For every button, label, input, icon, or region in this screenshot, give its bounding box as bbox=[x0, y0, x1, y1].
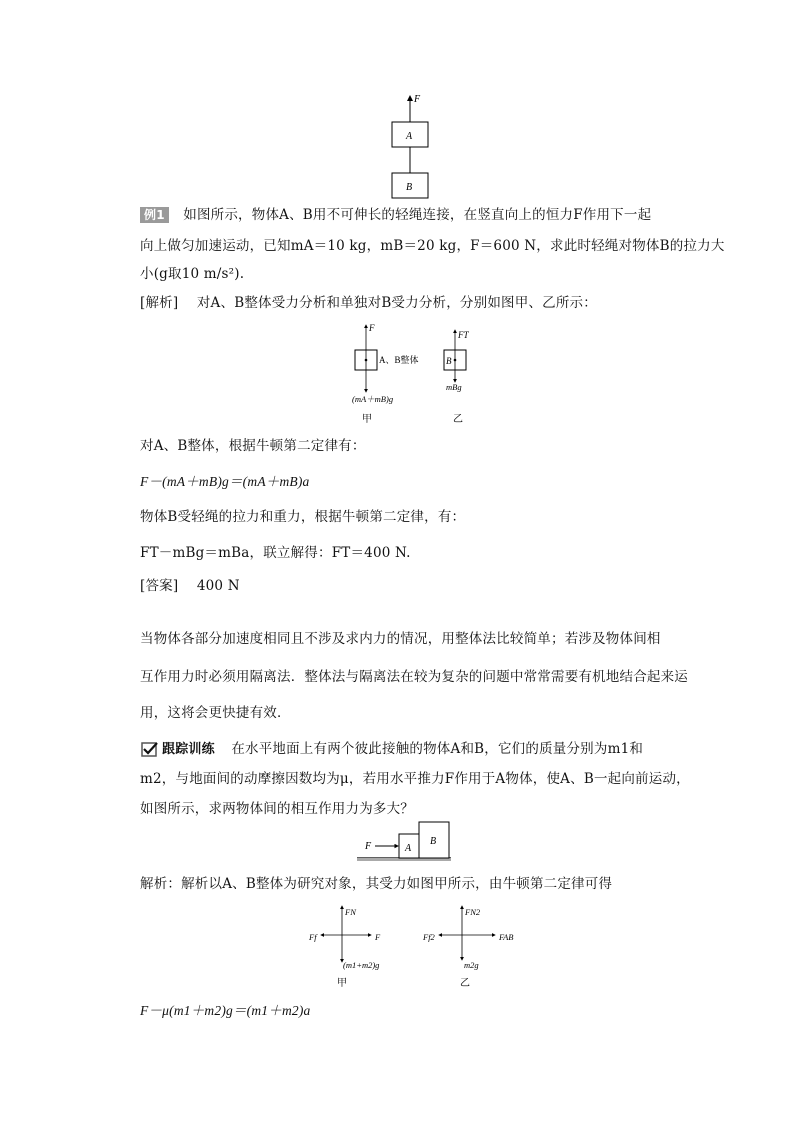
practice-badge: 跟踪训练 bbox=[140, 740, 215, 759]
sol-yi-caption: 乙 bbox=[460, 978, 470, 989]
sol-jia-fn: FN bbox=[345, 907, 356, 917]
sol-jia-caption: 甲 bbox=[337, 978, 347, 989]
push-f: F bbox=[365, 841, 372, 852]
jia-gravity: (mA＋mB)g bbox=[352, 394, 394, 404]
sol-yi-gravity: m2g bbox=[464, 960, 479, 970]
label-f: F bbox=[414, 94, 421, 105]
jia-whole: A、B整体 bbox=[379, 355, 419, 365]
sol-yi-fn2: FN2 bbox=[465, 907, 481, 917]
analysis-label: [解析] bbox=[140, 295, 179, 311]
summary-line-3: 用，这将会更快捷有效． bbox=[140, 705, 291, 721]
label-b: B bbox=[406, 182, 413, 193]
label-a: A bbox=[406, 131, 413, 142]
push-a: A bbox=[405, 843, 412, 854]
checkmark-icon bbox=[140, 742, 162, 758]
answer-label: [答案] bbox=[140, 578, 179, 594]
answer-value: 400 N bbox=[196, 578, 240, 594]
figure-force-analysis-1 bbox=[340, 320, 490, 430]
figure-force-analysis-2 bbox=[305, 900, 535, 995]
solution-intro: 解析：解析以A、B整体为研究对象，其受力如图甲所示，由牛顿第二定律可得 bbox=[140, 876, 613, 892]
jia-caption: 甲 bbox=[362, 414, 372, 425]
analysis-intro: [解析] 对A、B整体受力分析和单独对B受力分析，分别如图甲、乙所示： bbox=[140, 295, 597, 311]
sol-jia-f: F bbox=[375, 932, 381, 942]
example-line-3: 小(g取10 m/s²). bbox=[140, 266, 245, 282]
sol-jia-gravity: (m1+m2)g bbox=[343, 960, 380, 970]
figure-blocks-ab bbox=[380, 90, 450, 202]
answer-line bbox=[140, 577, 240, 595]
yi-ft: FT bbox=[458, 330, 469, 340]
example-line-1: 例1 如图所示，物体A、B用不可伸长的轻绳连接，在竖直向上的恒力F作用下一起 bbox=[140, 206, 651, 224]
yi-b: B bbox=[446, 356, 452, 366]
sol-yi-fab: FAB bbox=[499, 932, 514, 942]
push-b: B bbox=[430, 836, 437, 847]
practice-line-3: 如图所示，求两物体间的相互作用力为多大？ bbox=[140, 801, 414, 817]
practice-line-2: m2，与地面间的动摩擦因数均为μ，若用水平推力F作用于A物体，使A、B一起向前运动， bbox=[140, 771, 690, 787]
equation-2: FT－mBg＝mBa，联立解得：FT＝400 N. bbox=[140, 545, 411, 561]
practice-line-1: 跟踪训练 在水平地面上有两个彼此接触的物体A和B，它们的质量分别为m1和 bbox=[140, 740, 643, 759]
sol-yi-ff2: Ff2 bbox=[423, 932, 435, 942]
figure-push-blocks bbox=[355, 818, 455, 863]
solution-equation: F－μ(m1＋m2)g＝(m1＋m2)a bbox=[140, 1003, 311, 1018]
yi-gravity: mBg bbox=[446, 382, 462, 392]
sol-jia-ff: Ff bbox=[309, 932, 317, 942]
yi-caption: 乙 bbox=[453, 414, 463, 425]
example-line-2: 向上做匀加速运动，已知mA＝10 kg，mB＝20 kg，F＝600 N，求此时轻绳对物体B的拉力大 bbox=[140, 238, 725, 254]
summary-line-1: 当物体各部分加速度相同且不涉及求内力的情况，用整体法比较简单；若涉及物体间相 bbox=[140, 631, 661, 647]
jia-f: F bbox=[369, 323, 375, 333]
summary-line-2: 互作用力时必须用隔离法．整体法与隔离法在较为复杂的问题中常常需要有机地结合起来运 bbox=[140, 669, 688, 685]
equation-1: F－(mA＋mB)g＝(mA＋mB)a bbox=[140, 474, 310, 489]
example-badge: 例1 bbox=[140, 207, 169, 223]
analysis-step-1: 对A、B整体，根据牛顿第二定律有： bbox=[140, 438, 366, 454]
analysis-step-2: 物体B受轻绳的拉力和重力，根据牛顿第二定律，有： bbox=[140, 509, 466, 525]
